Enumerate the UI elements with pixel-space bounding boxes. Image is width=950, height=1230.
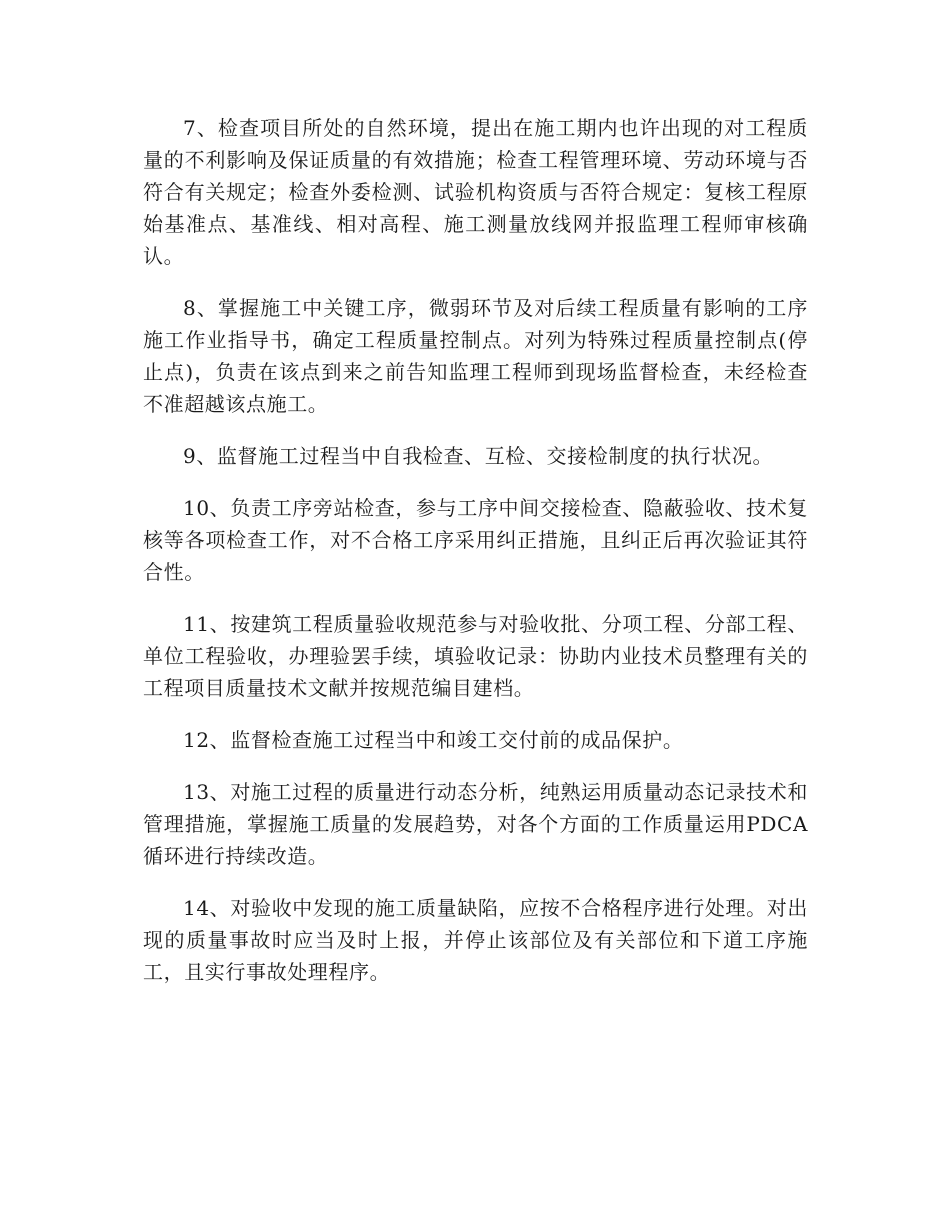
paragraph-item-14: 14、对验收中发现的施工质量缺陷，应按不合格程序进行处理。对出现的质量事故时应当及时上报，并停止该部位及有关部位和下道工序施工，且实行事故处理程序。 [143,896,808,984]
paragraph-item-8: 8、掌握施工中关键工序，微弱环节及对后续工程质量有影响的工序施工作业指导书，确定工程质量控制点。对列为特殊过程质量控制点(停止点)，负责在该点到来之前告知监理工程师到现场监督检查，未经检查不准超越该点施工。 [143,296,808,416]
paragraph-item-13: 13、对施工过程的质量进行动态分析，纯熟运用质量动态记录技术和管理措施，掌握施工质量的发展趋势，对各个方面的工作质量运用PDCA循环进行持续改造。 [143,780,808,868]
paragraph-item-9: 9、监督施工过程当中自我检查、互检、交接检制度的执行状况。 [183,444,774,468]
paragraph-item-12: 12、监督检查施工过程当中和竣工交付前的成品保护。 [183,728,684,752]
paragraph-item-7: 7、检查项目所处的自然环境，提出在施工期内也许出现的对工程质量的不利影响及保证质量的有效措施；检查工程管理环境、劳动环境与否符合有关规定；检查外委检测、试验机构资质与否符合规定：复核工程原始基准点、基准线、相对高程、施工测量放线网并报监理工程师审核确认。 [143,116,808,268]
paragraph-item-10: 10、负责工序旁站检查，参与工序中间交接检查、隐蔽验收、技术复核等各项检查工作，对不合格工序采用纠正措施，且纠正后再次验证其符合性。 [143,496,808,584]
paragraph-item-11: 11、按建筑工程质量验收规范参与对验收批、分项工程、分部工程、单位工程验收，办理验罢手续，填验收记录：协助内业技术员整理有关的工程项目质量技术文献并按规范编目建档。 [143,612,808,700]
document-page [143,112,808,1008]
